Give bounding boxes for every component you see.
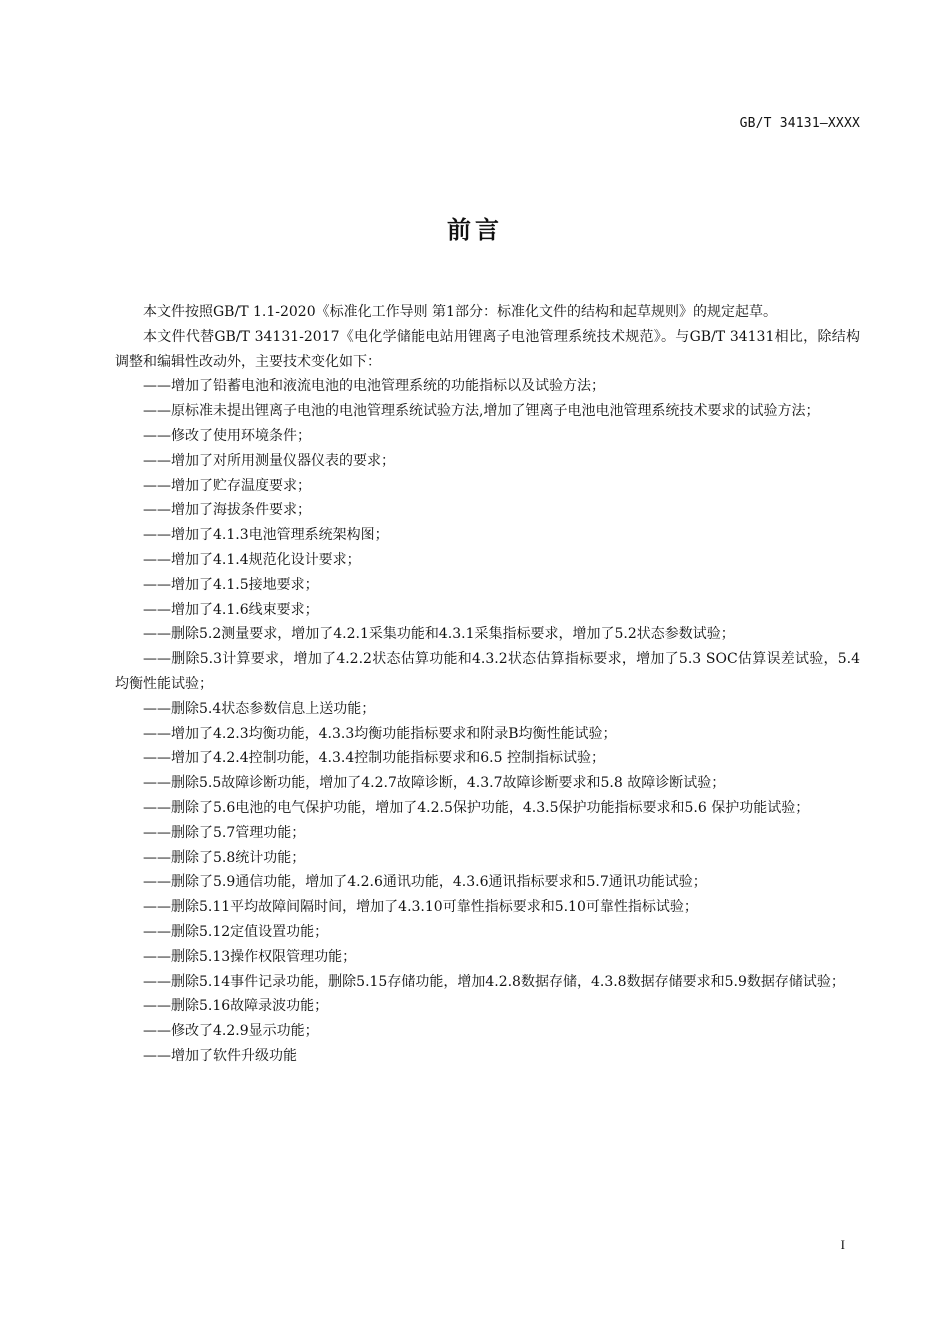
change-item: ——增加了海拔条件要求； xyxy=(143,502,311,519)
change-item: ——增加了4.2.3均衡功能，4.3.3均衡功能指标要求和附录B均衡性能试验； xyxy=(143,725,617,742)
paragraph: 本文件代替GB/T 34131-2017《电化学储能电站用锂离子电池管理系统技术规范》。与GB/T 34131相比，除结构调整和编辑性改动外，主要技术变化如下： xyxy=(115,328,860,370)
change-item: ——增加了4.1.3电池管理系统架构图； xyxy=(143,527,389,544)
change-item: ——修改了4.2.9显示功能； xyxy=(143,1023,319,1040)
change-item: ——增加了贮存温度要求； xyxy=(143,477,311,494)
change-item: ——增加了4.2.4控制功能，4.3.4控制功能指标要求和6.5 控制指标试验； xyxy=(143,750,605,767)
change-item: ——删除了5.8统计功能； xyxy=(143,849,306,866)
paragraph: 本文件按照GB/T 1.1-2020《标准化工作导则 第1部分：标准化文件的结构和起草规则》的规定起草。 xyxy=(143,304,777,320)
change-item: ——修改了使用环境条件； xyxy=(143,427,311,444)
change-item: ——删除了5.9通信功能，增加了4.2.6通讯功能，4.3.6通讯指标要求和5.7通讯功能试验； xyxy=(143,874,707,891)
change-item: ——删除5.14事件记录功能，删除5.15存储功能，增加4.2.8数据存储，4.3.8数据存储要求和5.9数据存储试验； xyxy=(143,973,845,990)
change-item: ——增加了4.1.5接地要求； xyxy=(143,576,319,593)
document-code: GB/T 34131—XXXX xyxy=(739,116,860,131)
change-item: ——删除了5.6电池的电气保护功能，增加了4.2.5保护功能，4.3.5保护功能指标要求和5.6 保护功能试验； xyxy=(143,799,810,816)
change-item: ——删除5.2测量要求，增加了4.2.1采集功能和4.3.1采集指标要求，增加了5.2状态参数试验； xyxy=(143,626,735,643)
change-item: ——增加了软件升级功能 xyxy=(143,1047,297,1064)
change-item: ——增加了4.1.6线束要求； xyxy=(143,601,319,618)
page-number: I xyxy=(840,1237,845,1252)
change-item: ——删除5.3计算要求，增加了4.2.2状态估算功能和4.3.2状态估算指标要求，增加了5.3 SOC估算误差试验，5.4 均衡性能试验； xyxy=(115,651,860,692)
page-title: 前言 xyxy=(447,216,503,244)
change-item: ——删除了5.7管理功能； xyxy=(143,824,306,841)
change-item: ——删除5.5故障诊断功能，增加了4.2.7故障诊断，4.3.7故障诊断要求和5.8 故障诊断试验； xyxy=(143,775,726,792)
change-item: ——增加了对所用测量仪器仪表的要求； xyxy=(143,452,395,469)
foreword-body xyxy=(115,300,860,1069)
change-item: ——原标准未提出锂离子电池的电池管理系统试验方法,增加了锂离子电池电池管理系统技术要求的试验方法； xyxy=(143,403,820,420)
change-item: ——删除5.4状态参数信息上送功能； xyxy=(143,700,376,717)
change-item: ——删除5.16故障录波功能； xyxy=(143,998,329,1015)
change-item: ——删除5.11平均故障间隔时间，增加了4.3.10可靠性指标要求和5.10可靠性指标试验； xyxy=(143,899,698,916)
change-item: ——删除5.13操作权限管理功能； xyxy=(143,948,357,965)
change-item: ——增加了铅蓄电池和液流电池的电池管理系统的功能指标以及试验方法； xyxy=(143,378,605,395)
change-item: ——删除5.12定值设置功能； xyxy=(143,923,329,940)
change-item: ——增加了4.1.4规范化设计要求； xyxy=(143,551,361,568)
